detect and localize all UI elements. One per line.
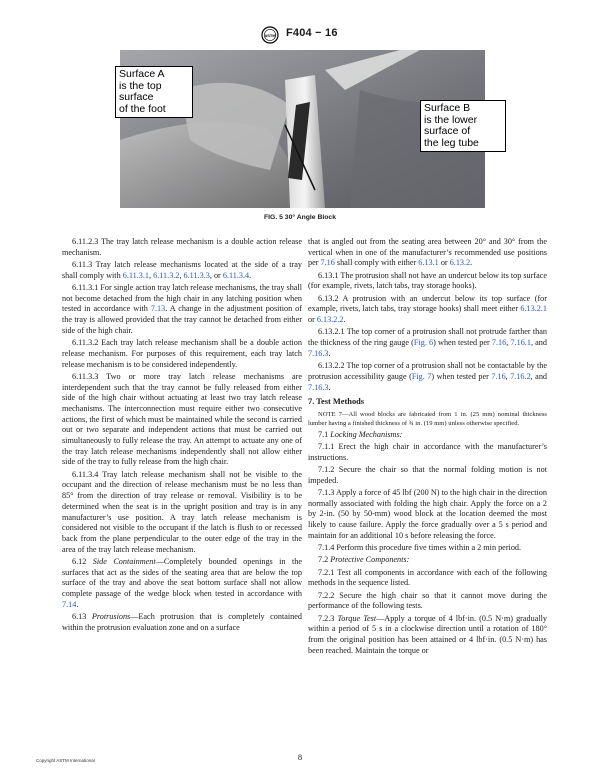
cross-reference-link[interactable]: 7.14 <box>62 599 77 609</box>
text-run: 6.13.2.2 The top corner of a protrusion shall not be contactable by the protrusion accessibility gauge ( <box>308 361 547 381</box>
text-run: , <box>506 338 511 348</box>
text-run: 7.1.4 Perform this procedure five times within a 2 min period. <box>318 543 522 553</box>
text-run: . <box>249 270 252 280</box>
text-run: ) when tested per <box>433 338 492 348</box>
text-run: . <box>470 258 473 268</box>
text-run: —Completely bounded openings in the surfaces that act as the sides of the seating area that are below the top surface of the tray and above the seat bottom surface shall not allow complete passage of the wedge block when tested in accordance with <box>62 556 303 599</box>
text-run: 7.1.3 Apply a force of 45 lbf (200 N) to the high chair in the direction normally associated with folding the high chair. Apply the force on a 2 by 2-in. (50 by 50-mm) wood block at the location deemed the most likely to cause failure. Apply the force gradually over a 5 s period and maintain for an additional 10 s before releasing the force. <box>308 488 547 540</box>
paragraph <box>308 591 547 612</box>
text-run: 6.13 <box>72 612 92 622</box>
paragraph <box>308 543 547 554</box>
text-run: that is angled out from the seating area between 20° and 30° from the vertical when in one of the manufacturer’s recommended use positions per <box>308 237 547 268</box>
italic-run-in-heading: Locking Mechanisms: <box>330 429 403 439</box>
cross-reference-link[interactable]: 7.16.3 <box>308 382 329 392</box>
text-run: 6.12 <box>72 556 93 566</box>
text-run: or <box>438 258 450 268</box>
paragraph <box>308 294 547 326</box>
text-run: . <box>343 315 346 325</box>
text-run: 7.2.3 <box>318 613 338 623</box>
text-run: . <box>328 348 331 358</box>
paragraph <box>308 614 547 657</box>
text-run: ) when tested per <box>431 371 492 381</box>
text-run: , <box>505 371 511 381</box>
text-run: 7.2.1 Test all components in accordance with each of the following methods in the sequence listed. <box>308 567 547 588</box>
italic-run-in-heading: Torque Test <box>337 613 377 623</box>
paragraph <box>308 361 547 393</box>
svg-text:ASTM: ASTM <box>264 33 276 38</box>
cross-reference-link[interactable]: 6.11.3.3 <box>183 270 210 280</box>
cross-reference-link[interactable]: 7.16.3 <box>308 348 329 358</box>
paragraph <box>62 557 302 611</box>
text-run: 6.11.3 Tray latch release mechanisms located at the side of a tray shall comply with <box>62 260 302 280</box>
cross-reference-link[interactable]: 7.13 <box>150 304 166 314</box>
text-run: 7.1 <box>318 429 331 439</box>
copyright-notice: Copyright ASTM International <box>36 758 95 763</box>
text-run: . A change in the adjustment position of the tray is allowed provided that the tray cannot be detached from either side of the high chair. <box>62 304 302 335</box>
paragraph <box>308 465 547 486</box>
paragraph <box>62 237 302 258</box>
text-run: , <box>149 270 154 280</box>
cross-reference-link[interactable]: 6.13.2.2 <box>316 315 344 325</box>
paragraph <box>62 260 302 281</box>
text-run: NOTE 7—All wood blocks are fabricated from 1 in. (25 mm) nominal thickness lumber having a finished thickness of ¾ in. (19 mm) unless otherwise specified. <box>308 410 547 427</box>
cross-reference-link[interactable]: 6.13.2.1 <box>520 304 547 314</box>
paragraph <box>308 430 547 441</box>
text-run: —Apply a torque of 4 lbf·in. (0.5 N·m) gradually within a period of 5 s in a clockwise direction until a rotation of 180° from the original position has been attained or 4 lbf·in. (0.5 N·m) has been reached. Maintain the torque or <box>308 613 547 655</box>
paragraph <box>308 555 547 566</box>
right-column <box>308 237 547 658</box>
paragraph <box>308 568 547 589</box>
paragraph <box>62 470 302 556</box>
section-heading: 7. Test Methods <box>308 397 365 407</box>
paragraph <box>62 372 302 468</box>
text-run: —Each protrusion that is completely contained within the protrusion evaluation zone and on a surface <box>62 612 303 632</box>
paragraph <box>308 488 547 542</box>
paragraph <box>62 283 302 337</box>
text-run: 7.2 <box>318 555 331 565</box>
cross-reference-link[interactable]: 6.11.3.2 <box>153 270 180 280</box>
cross-reference-link[interactable]: Fig. 7 <box>411 371 432 381</box>
cross-reference-link[interactable]: 6.13.2 <box>449 258 471 268</box>
page-number: 8 <box>297 752 303 762</box>
text-run: 6.11.3.2 Each tray latch release mechanism shall be a double action release mechanism. For purposes of this requirement, each tray latch release mechanism is to be considered independently. <box>62 338 302 369</box>
cross-reference-link[interactable]: 7.16 <box>491 371 506 381</box>
cross-reference-link[interactable]: Fig. 6 <box>413 338 434 348</box>
left-column <box>62 237 302 635</box>
paragraph <box>308 442 547 463</box>
text-run: shall comply with either <box>334 258 419 268</box>
cross-reference-link[interactable]: 7.16.2 <box>510 371 531 381</box>
text-run: 6.11.2.3 The tray latch release mechanism is a double action release mechanism. <box>62 237 302 257</box>
cross-reference-link[interactable]: 6.11.3.4 <box>222 270 250 280</box>
figure-caption: FIG. 5 30° Angle Block <box>264 214 336 221</box>
text-run: 7.2.2 Secure the high chair so that it cannot move during the performance of the following tests. <box>308 590 547 611</box>
cross-reference-link[interactable]: 7.16 <box>320 258 335 268</box>
text-run: 6.11.3.4 Tray latch release mechanism shall not be visible to the occupant and the direction of release mechanism must be no less than 85° from the direction of tray release or removal. Visibility is to be determined when the seat is in the upright position and tray is in any manufacturer’s use position. A tray latch release mechanism is considered not visible to the occupant if the latch is flush to or recessed back from the plane perpendicular to the outer edge of the tray in the area of the tray latch release mechanism. <box>62 469 302 554</box>
text-run: 6.13.1 The protrusion shall not have an undercut below its top surface (for example, rivets, latch tabs, tray storage hooks). <box>308 270 547 291</box>
text-run: or <box>308 315 317 325</box>
italic-run-in-heading: Side Containment <box>92 556 156 566</box>
italic-run-in-heading: Protective Components: <box>330 555 410 565</box>
paragraph <box>62 612 302 633</box>
text-run: , and <box>530 338 547 348</box>
cross-reference-link[interactable]: 7.16.1 <box>510 338 531 348</box>
text-run: 6.13.2 A protrusion with an undercut below its top surface (for example, rivets, latch tabs, tray storage hooks) shall meet either <box>308 293 547 314</box>
text-run: 7.1.1 Erect the high chair in accordance with the manufacturer’s instructions. <box>308 442 547 462</box>
cross-reference-link[interactable]: 6.13.1 <box>418 258 439 268</box>
text-run: 6.13.2.1 The top corner of a protrusion shall not protrude farther than the thickness of the ring gauge ( <box>308 327 547 348</box>
italic-run-in-heading: Protrusions <box>91 612 131 622</box>
astm-logo-icon <box>259 26 281 44</box>
text-run: 6.11.3.1 For single action tray latch release mechanisms, the tray shall not become detached from the high chair in any latching position when tested in accordance with <box>62 283 302 314</box>
text-run: 7.1.2 Secure the chair so that the normal folding motion is not impeded. <box>308 465 547 485</box>
text-run: , <box>179 270 184 280</box>
text-run: . <box>76 599 79 609</box>
callout-surface-b: Surface B is the lower surface of the leg tube <box>420 100 506 152</box>
paragraph <box>308 237 547 269</box>
text-run: 6.11.3.3 Two or more tray latch release mechanisms are interdependent such that the tray cannot be fully released from either side of the high chair without actuating at least two tray latch release mechanisms. The interconnection must require either two consecutive actions, the first of which must be maintained while the second is carried out or two separate and independent actions that must be carried out simultaneously to fully release the tray. An attempt to actuate any one of the tray latch release mechanisms independently shall not allow either side of the tray to fully release from the high chair. <box>62 371 302 467</box>
text-run: , and <box>530 371 548 381</box>
cross-reference-link[interactable]: 6.11.3.1 <box>122 270 150 280</box>
text-run: , or <box>209 270 223 280</box>
note-paragraph <box>308 411 547 428</box>
paragraph <box>308 327 547 359</box>
text-run: . <box>328 382 331 392</box>
page-header <box>0 26 600 44</box>
cross-reference-link[interactable]: 7.16 <box>491 338 507 348</box>
paragraph <box>62 338 302 370</box>
paragraph <box>308 271 547 292</box>
standard-designation: F404 − 16 <box>286 27 338 39</box>
callout-surface-a: Surface A is the top surface of the foot <box>115 66 193 118</box>
